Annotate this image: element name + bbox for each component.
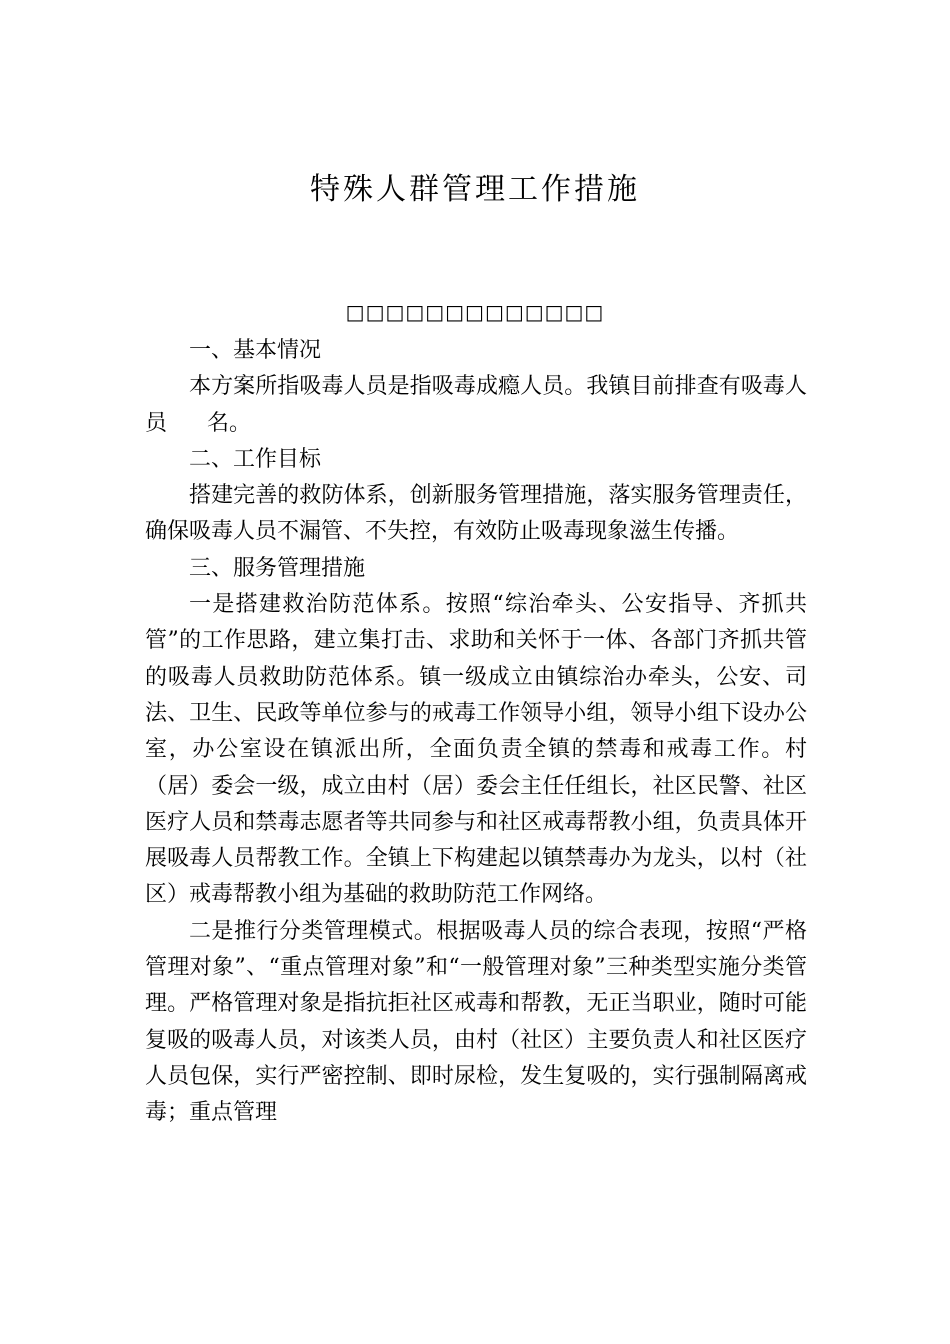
section-heading-3: 三、服务管理措施: [189, 555, 366, 581]
document-title: 特殊人群管理工作措施: [310, 172, 640, 207]
body-paragraph-3: 一是搭建救治防范体系。按照“综治牵头、公安指导、齐抓共管”的工作思路，建立集打击、求助和关怀于一体、各部门齐抓共管的吸毒人员救助防范体系。镇一级成立由镇综治办牵头，公安、司法、卫生、民政等单位参与的戒毒工作领导小组，领导小组下设办公室，办公室设在镇派出所，全面负责全镇的禁毒和戒毒工作。村（居）委会一级，成立由村（居）委会主任任组长，社区民警、社区医疗人员和禁毒志愿者等共同参与和社区戒毒帮教小组，负责具体开展吸毒人员帮教工作。全镇上下构建起以镇禁毒办为龙头，以村（社区）戒毒帮教小组为基础的救助防范工作网络。: [145, 592, 807, 908]
paragraph-text: 名。: [207, 410, 252, 436]
section-heading-1: 一、基本情况: [189, 338, 322, 363]
body-paragraph-2: 搭建完善的救防体系，创新服务管理措施，落实服务管理责任，确保吸毒人员不漏管、不失控，有效防止吸毒现象滋生传播。: [145, 483, 807, 545]
paragraph-text: 本方案所指吸毒人员是指吸毒成瘾人员。我镇目前排查有吸毒人员: [145, 374, 807, 436]
unrendered-text-line: □□□□□□□□□□□□□: [345, 300, 605, 324]
body-paragraph-1: [145, 369, 807, 442]
section-heading-2: 二、工作目标: [189, 446, 322, 472]
document-body: [145, 333, 807, 1132]
body-paragraph-4: 二是推行分类管理模式。根据吸毒人员的综合表现，按照“严格管理对象”、“重点管理对象”和“一般管理对象”三种类型实施分类管理。严格管理对象是指抗拒社区戒毒和帮教，无正当职业，随时可能复吸的吸毒人员，对该类人员，由村（社区）主要负责人和社区医疗人员包保，实行严密控制、即时尿检，发生复吸的，实行强制隔离戒毒；重点管理: [145, 918, 807, 1126]
